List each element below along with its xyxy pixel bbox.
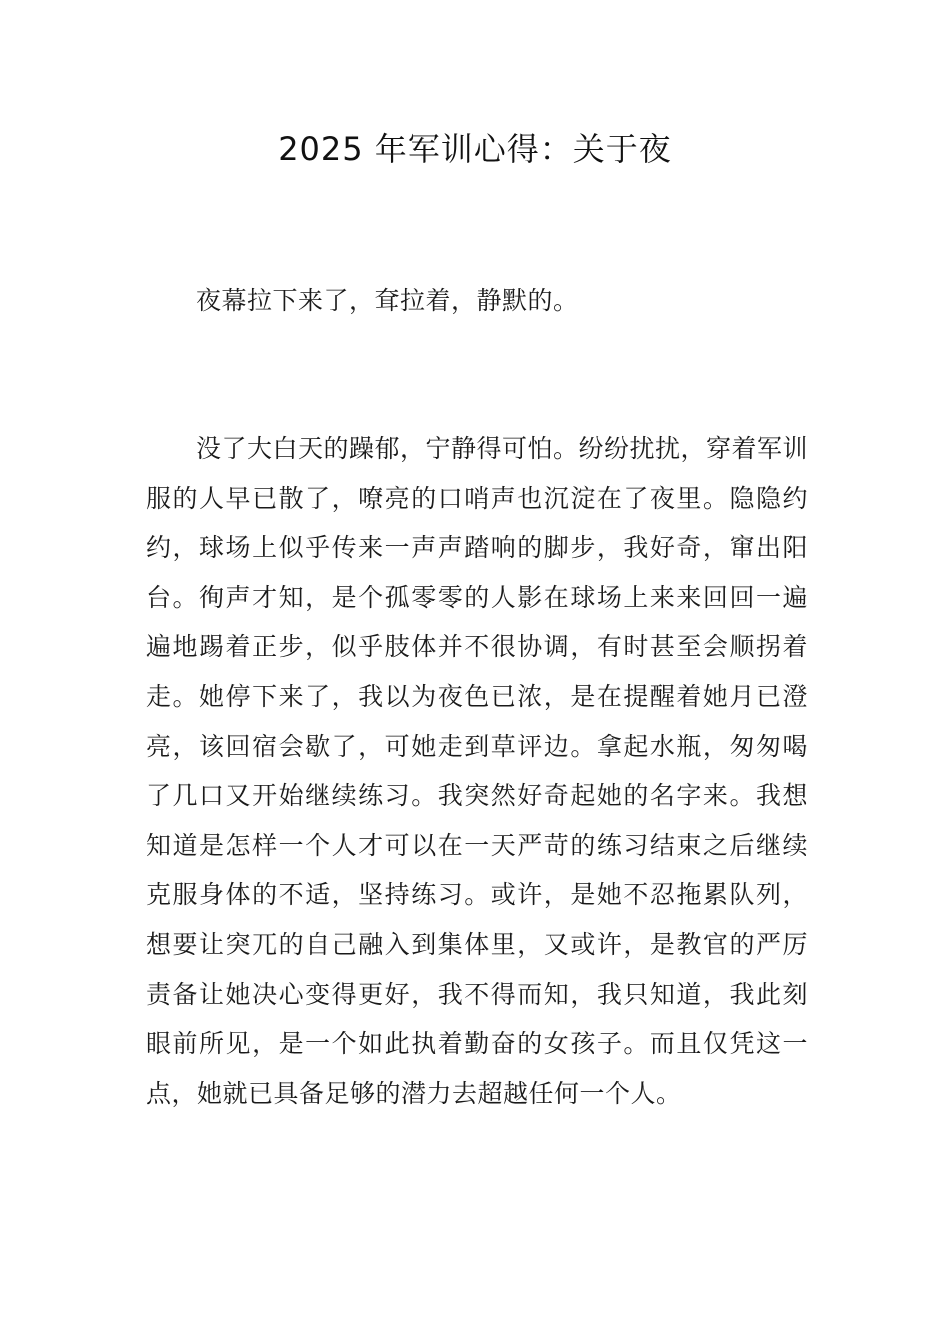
paragraph-intro: 夜幕拉下来了，耷拉着，静默的。 bbox=[196, 286, 579, 315]
paragraph-body: 没了大白天的躁郁，宁静得可怕。纷纷扰扰，穿着军训服的人早已散了，嘹亮的口哨声也沉淀在了夜里。隐隐约约，球场上似乎传来一声声踏响的脚步，我好奇，窜出阳台。徇声才知，是个孤零零的人影在球场上来来回回一遍遍地踢着正步，似乎肢体并不很协调，有时甚至会顺拐着走。她停下来了，我以为夜色已浓，是在提醒着她月已澄亮，该回宿会歇了，可她走到草评边。拿起水瓶，匆匆喝了几口又开始继续练习。我突然好奇起她的名字来。我想知道是怎样一个人才可以在一天严苛的练习结束之后继续克服身体的不适，坚持练习。或许，是她不忍拖累队列，想要让突兀的自己融入到集体里，又或许，是教官的严厉责备让她决心变得更好，我不得而知，我只知道，我此刻眼前所见，是一个如此执着勤奋的女孩子。而且仅凭这一点，她就已具备足够的潜力去超越任何一个人。 bbox=[146, 434, 809, 1108]
document-title: 2025 年军训心得：关于夜 bbox=[278, 130, 672, 168]
